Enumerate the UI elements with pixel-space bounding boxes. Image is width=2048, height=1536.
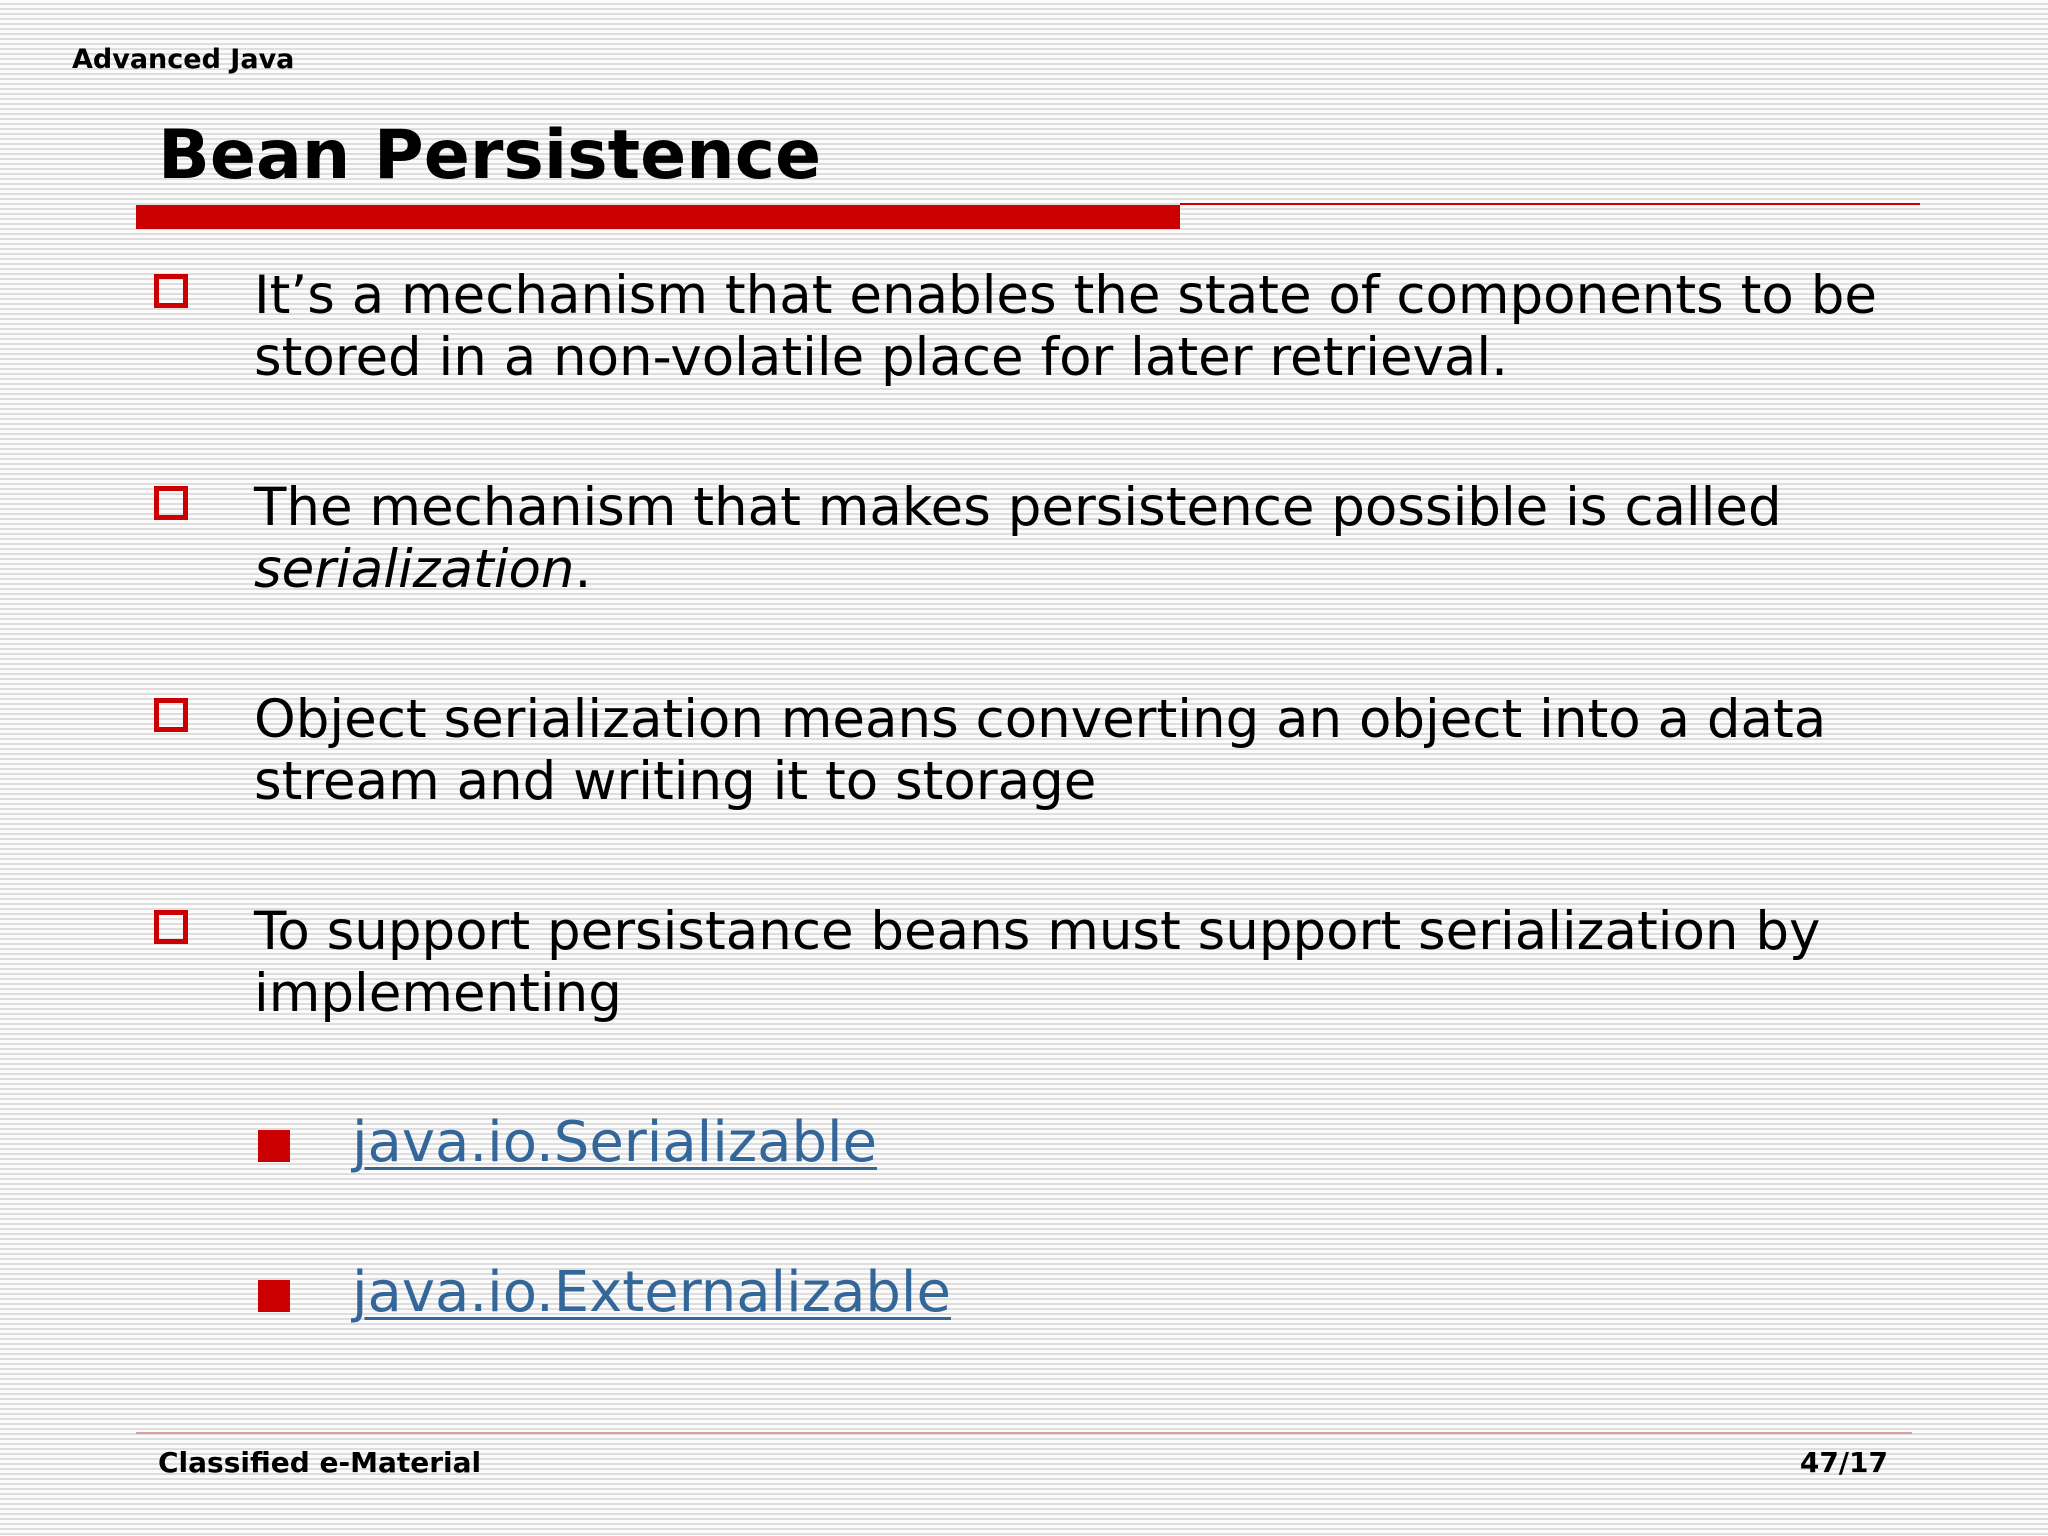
filled-square-bullet-icon [258, 1280, 290, 1312]
filled-square-bullet-icon [258, 1130, 290, 1162]
footer-divider [136, 1432, 1912, 1434]
bullet-text: To support persistance beans must support serialization by implementing [254, 901, 1821, 1024]
externalizable-link[interactable]: java.io.Externalizable [352, 1260, 951, 1325]
bullet-text-part: The mechanism that makes persistence possible is called [254, 477, 1782, 538]
emphasized-term: serialization [254, 539, 575, 600]
hollow-square-bullet-icon [154, 910, 188, 944]
bullet-text: It’s a mechanism that enables the state of components to be stored in a non-volatile place for later retrieval. [254, 265, 1877, 388]
footer-classification: Classified e-Material [158, 1446, 482, 1479]
serializable-link[interactable]: java.io.Serializable [352, 1110, 878, 1175]
hollow-square-bullet-icon [154, 274, 188, 308]
bullet-text [254, 477, 1904, 601]
bullet-text: Object serialization means converting an object into a data stream and writing it to storage [254, 689, 1827, 812]
title-underline-thin [1180, 203, 1920, 205]
bullet-text-part: . [574, 539, 592, 600]
hollow-square-bullet-icon [154, 486, 188, 520]
footer-page-number: 47/17 [1799, 1446, 1888, 1479]
course-label: Advanced Java [72, 44, 295, 75]
slide-title: Bean Persistence [158, 116, 822, 195]
hollow-square-bullet-icon [154, 698, 188, 732]
title-underline-thick [136, 205, 1180, 229]
